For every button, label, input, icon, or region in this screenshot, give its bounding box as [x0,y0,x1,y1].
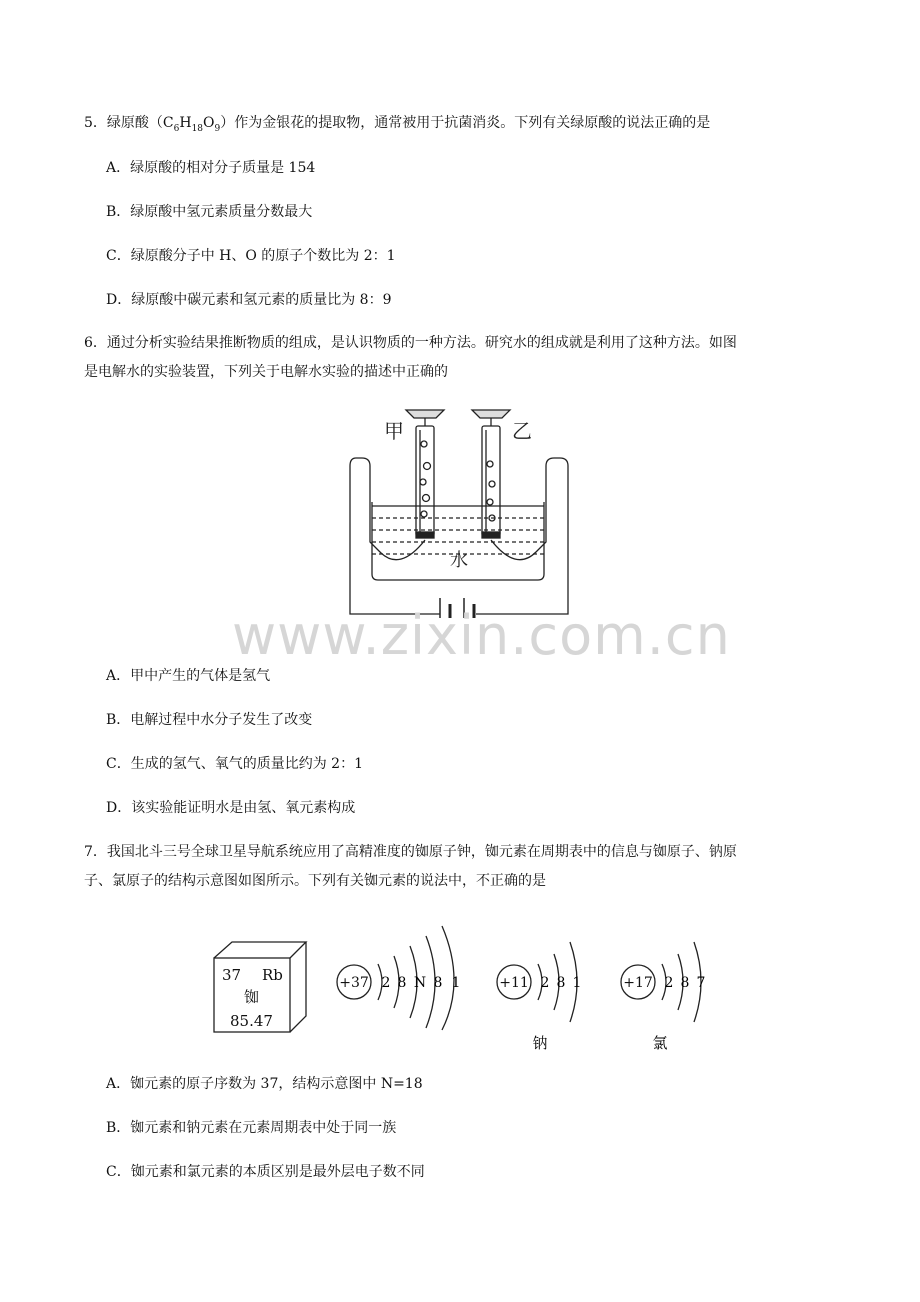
label-jia: 甲 [384,419,404,443]
rb-shell-4: 8 [433,975,443,991]
cl-nucleus: +17 [623,975,653,991]
rubidium-atom-structure [330,922,470,1032]
na-shell-1: 2 [540,975,550,991]
question-6-stem-line1: 6．通过分析实验结果推断物质的组成，是认识物质的一种方法。研究水的组成就是利用了这种方法。如图 [84,335,737,351]
element-name: 铷 [244,988,260,1006]
q5-option-b: B．绿原酸中氢元素质量分数最大 [106,204,313,220]
question-6-stem-line2: 是电解水的实验装置，下列关于电解水实验的描述中正确的 [84,364,448,380]
cl-shell-1: 2 [664,975,674,991]
question-7-stem-line2: 子、氯原子的结构示意图如图所示。下列有关铷元素的说法中，不正确的是 [84,873,546,889]
rb-shell-5: 1 [451,975,461,991]
element-symbol: Rb [262,966,283,984]
q6-option-c: C．生成的氢气、氧气的质量比约为 2：1 [106,756,363,772]
q7-option-b: B．铷元素和钠元素在元素周期表中处于同一族 [106,1120,397,1136]
watermark: www.zixin.com.cn [232,604,731,667]
label-yi: 乙 [512,419,532,443]
element-mass: 85.47 [230,1012,273,1030]
na-label: 钠 [532,1034,548,1052]
rb-shell-3: N [413,975,427,991]
rubidium-element-card [212,940,308,1036]
rb-shell-2: 8 [397,975,407,991]
left-test-tube [406,410,444,538]
q5-option-d: D．绿原酸中碳元素和氢元素的质量比为 8：9 [106,292,392,308]
rb-shell-1: 2 [381,975,391,991]
question-7-stem-line1: 7．我国北斗三号全球卫星导航系统应用了高精准度的铷原子钟，铷元素在周期表中的信息与铷原子、钠原 [84,844,737,860]
label-water: 水 [450,550,468,571]
na-nucleus: +11 [499,975,529,991]
chlorine-atom-structure [614,930,714,1054]
q6-option-d: D．该实验能证明水是由氢、氧元素构成 [106,800,356,816]
rb-nucleus: +37 [339,975,369,991]
q6-option-b: B．电解过程中水分子发生了改变 [106,712,313,728]
na-shell-3: 1 [572,975,582,991]
q7-option-a: A．铷元素的原子序数为 37，结构示意图中 N=18 [106,1076,423,1092]
electrolysis-apparatus-figure [340,402,580,618]
question-5-stem: 5．绿原酸$(C_6H_{18}O_9)$作为金银花的提取物，通常被用于抗菌消炎。下列有关绿原酸的说法正确的是 [84,115,711,134]
sodium-atom-structure [490,930,590,1054]
q5-option-a: A．绿原酸的相对分子质量是 154 [106,160,316,176]
na-shell-2: 8 [556,975,566,991]
cl-shell-2: 8 [680,975,690,991]
right-test-tube [472,410,510,538]
element-number: 37 [222,966,242,984]
circuit-wires [350,458,568,614]
q7-option-c: C．铷元素和氯元素的本质区别是最外层电子数不同 [106,1164,425,1180]
cl-shell-3: 7 [696,975,706,991]
q6-option-a: A．甲中产生的气体是氢气 [106,668,271,684]
q5-option-c: C．绿原酸分子中 H、O 的原子个数比为 2：1 [106,248,396,264]
cl-label: 氯 [652,1034,668,1052]
